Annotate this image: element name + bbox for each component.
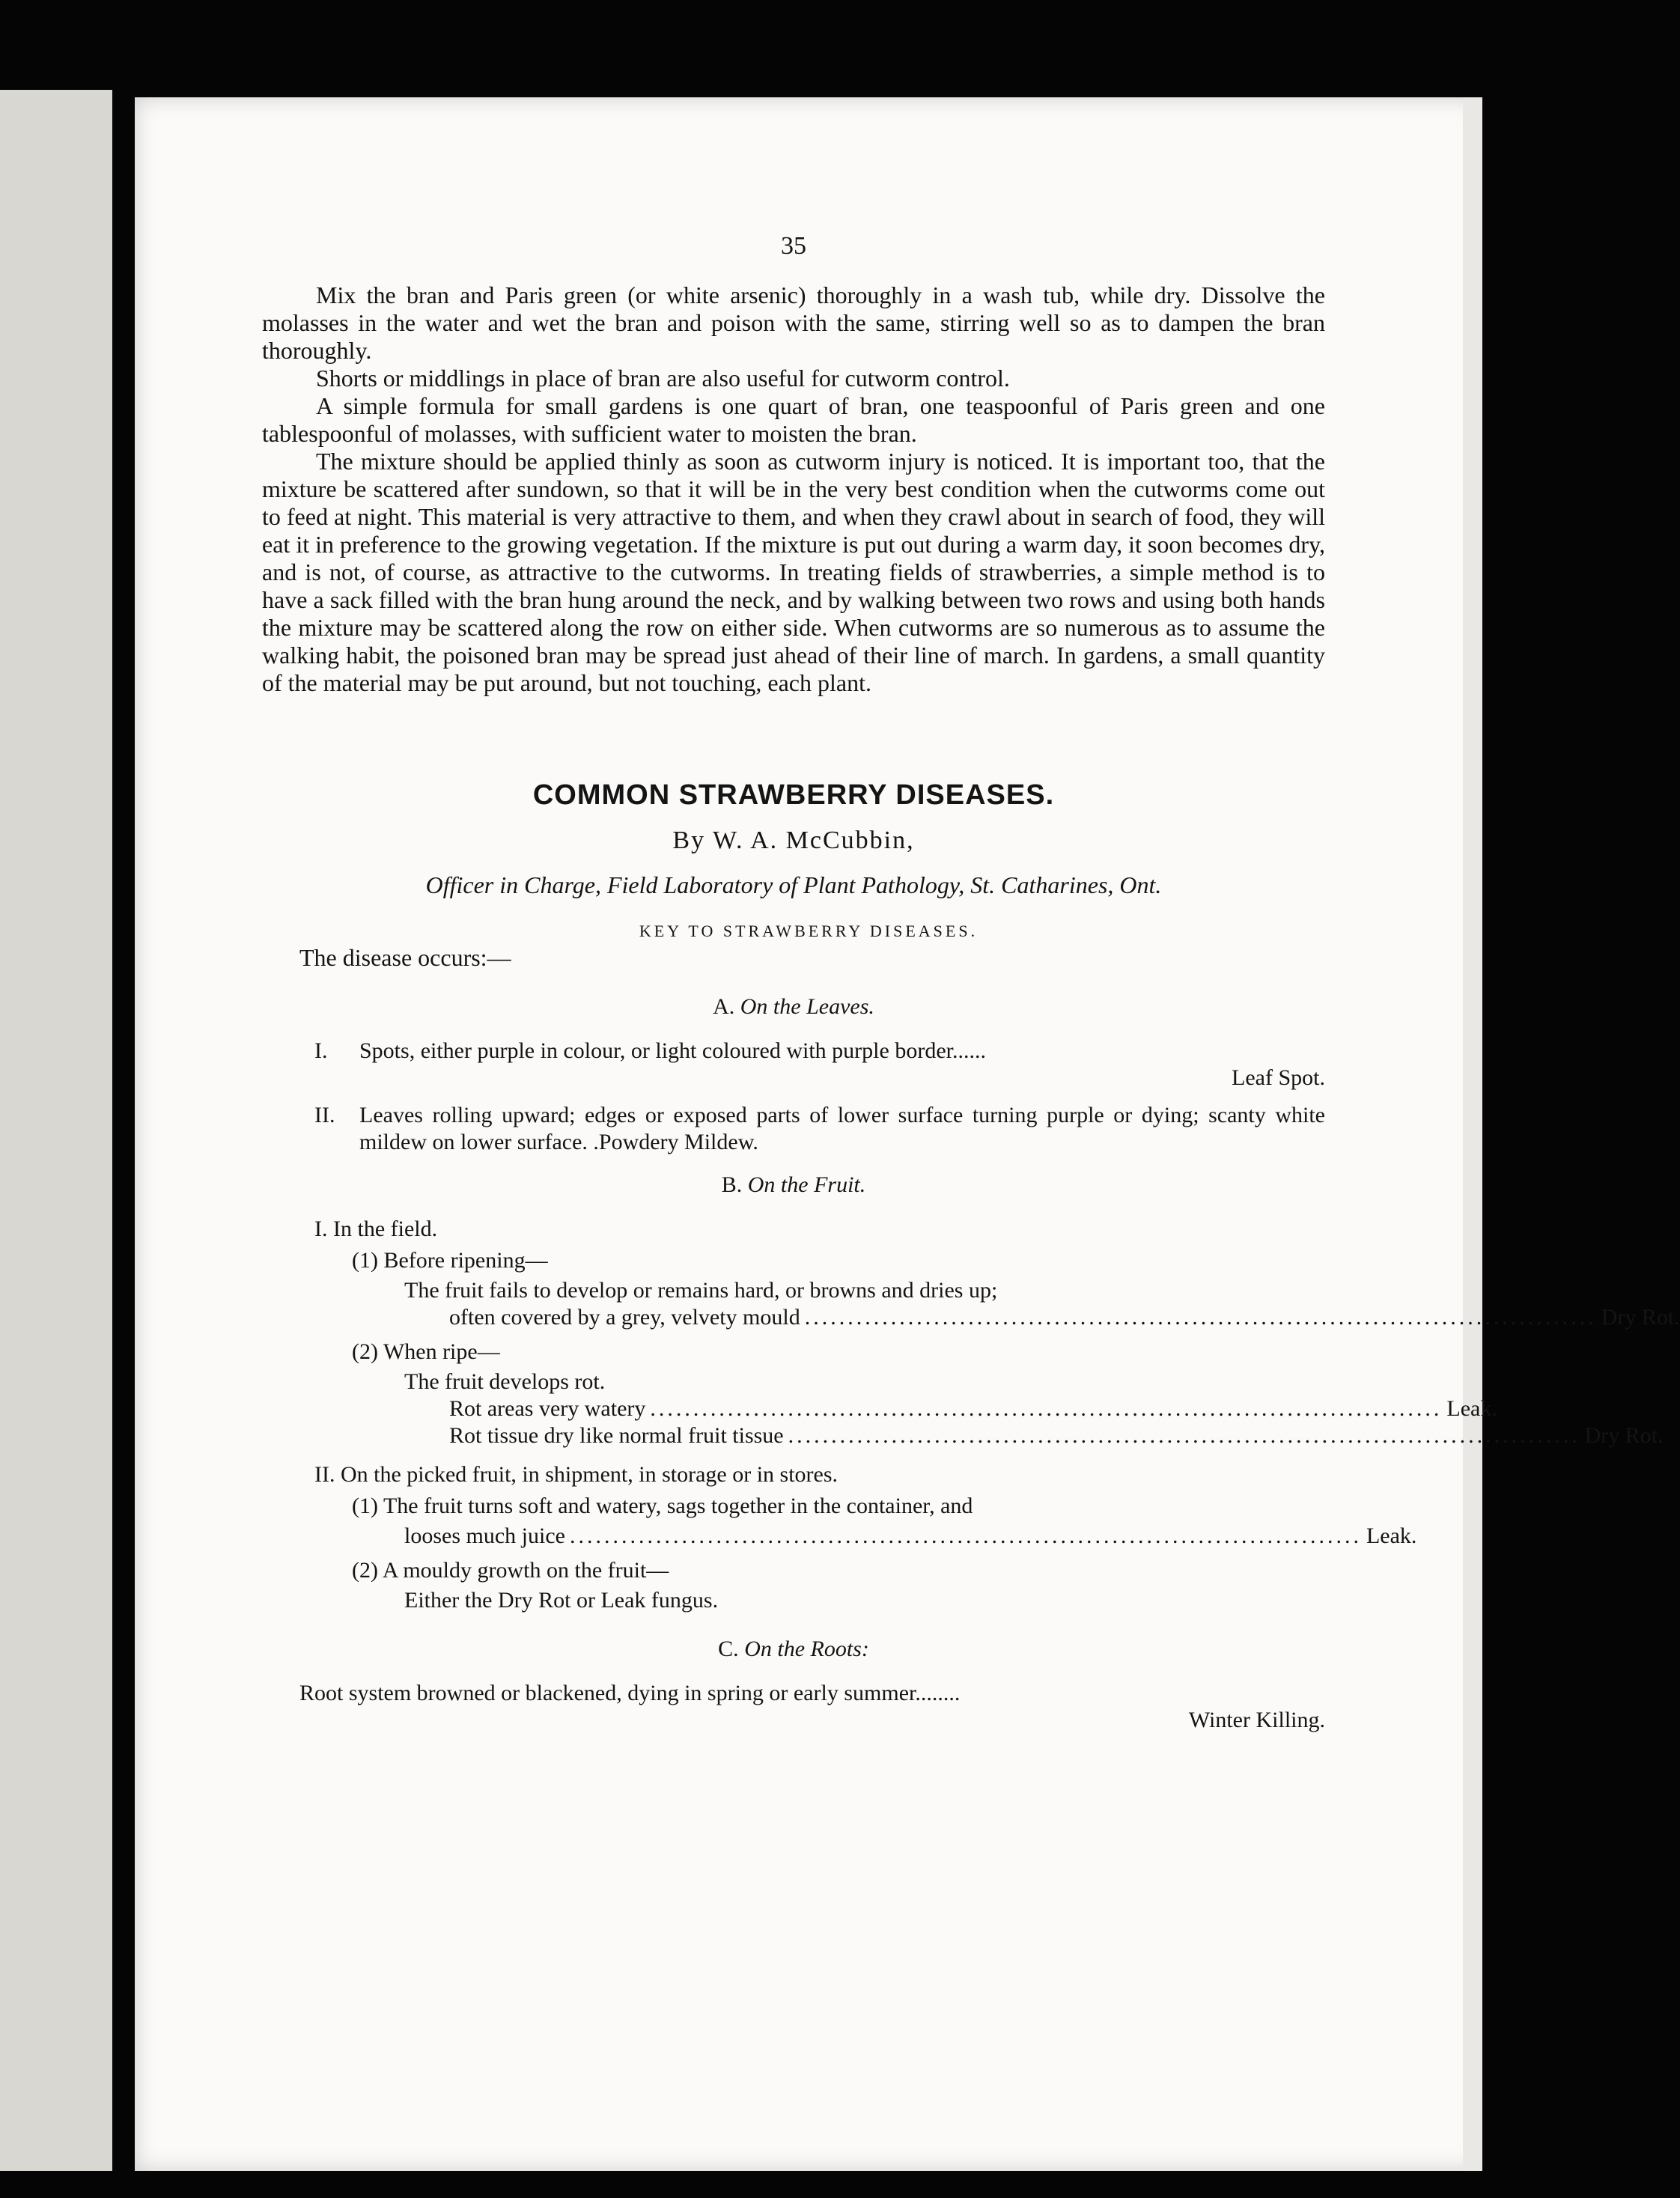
fruit-ripe-label: (2) When ripe— [352,1339,500,1364]
subsection-roots [262,1637,1325,1662]
dot-leader: ............................................................................................ [650,1396,1443,1421]
paragraph-application: The mixture should be applied thinly as soon as cutworm injury is noticed. It is important too, that the mixture be scattered after sundown, so that it will be in the very best condition when the cutworms come out to feed at night. This material is very attractive to them, and when they crawl about in search of food, they will eat it in preference to the growing vegetation. If the mixture is put out during a warm day, it soon becomes dry, and is not, of course, as attractive to the cutworms. In treating fields of strawberries, a simple method is to have a sack filled with the bran hung around the neck, and by walking between two rows and using both hands the mixture may be scattered along the row on either side. When cutworms are so numerous as to assume the walking habit, the poisoned bran may be spread just ahead of their line of march. In gardens, a small quantity of the material may be put around, but not touching, each plant. [262,448,1325,696]
roots-text: Root system browned or blackened, dying in spring or early summer........ [299,1681,961,1705]
subsection-letter: B. [721,1172,743,1197]
row-result: Leak. [1446,1396,1497,1421]
row-text: often covered by a grey, velvety mould [449,1305,800,1330]
paragraph-shorts: Shorts or middlings in place of bran are also useful for cutworm control. [316,365,1010,392]
fruit-before-label: (1) Before ripening— [352,1248,548,1273]
subsection-letter: A. [713,994,735,1019]
row-result: Dry Rot. [1584,1423,1664,1448]
fruit-mouldy-label: (2) A mouldy growth on the fruit— [352,1558,669,1583]
subsection-letter: C. [718,1637,739,1661]
subsection-title: On the Roots: [744,1637,869,1661]
row-text: Rot areas very watery [449,1396,646,1421]
row-text: Rot tissue dry like normal fruit tissue [449,1423,784,1448]
page-number: 35 [781,232,806,260]
fruit-watery-row [262,1395,1497,1422]
fruit-before-text: The fruit fails to develop or remains hard, or browns and dries up; [404,1278,998,1303]
row-result: Leak. [1366,1523,1417,1548]
fruit-dry-row [262,1422,1664,1449]
dot-leader: ............................................................................................ [569,1523,1362,1548]
paragraph-mixing: Mix the bran and Paris green (or white arsenic) thoroughly in a wash tub, while dry. Dissolve the molasses in the water and wet the bran and poison with the same, stirring well so as to dampen the bran thoroughly. [262,281,1325,364]
item-number: II. [314,1103,335,1127]
leaves-item-2 [262,1102,1325,1156]
fruit-picked-label: II. On the picked fruit, in shipment, in storage or in stores. [314,1462,839,1487]
author-byline: By W. A. McCubbin, [672,826,915,854]
subsection-title: On the Leaves. [740,994,874,1019]
section-heading: COMMON STRAWBERRY DISEASES. [532,779,1055,811]
fruit-field-label: I. In the field. [314,1217,438,1241]
row-text: looses much juice [404,1523,565,1548]
fruit-soft-text: (1) The fruit turns soft and watery, sags together in the container, and [352,1494,973,1518]
fruit-soft-row [262,1523,1417,1550]
item-text: Spots, either purple in colour, or light coloured with purple border...... [359,1038,986,1063]
leaves-item-1 [262,1038,1325,1092]
row-result: Dry Rot. [1601,1305,1680,1330]
roots-result: Winter Killing. [1188,1708,1325,1732]
subsection-leaves [262,994,1325,1020]
fruit-mouldy-text: Either the Dry Rot or Leak fungus. [404,1588,719,1613]
fruit-before-row [262,1304,1680,1331]
paragraph-formula: A simple formula for small gardens is one quart of bran, one teaspoonful of Paris green and one tablespoonful of molasses, with sufficient water to moisten the bran. [262,392,1325,447]
key-intro: The disease occurs:— [299,944,511,971]
item-text: Leaves rolling upward; edges or exposed parts of lower surface turning purple or dying; scanty white mildew on lower surface. .Powdery Mildew. [359,1103,1325,1154]
facing-page-edge [0,90,112,2171]
dot-leader: ............................................................................................ [788,1423,1580,1448]
item-number: I. [314,1038,328,1063]
item-result: Leaf Spot. [1232,1065,1325,1090]
fruit-ripe-text: The fruit develops rot. [404,1369,606,1394]
page-content [262,232,1680,1734]
key-heading: KEY TO STRAWBERRY DISEASES. [639,922,979,940]
subsection-fruit [262,1172,1325,1198]
page-edge [1463,97,1482,2171]
author-affiliation: Officer in Charge, Field Laboratory of Plant Pathology, St. Catharines, Ont. [425,871,1162,898]
subsection-title: On the Fruit. [747,1172,866,1197]
dot-leader: ............................................................................................ [804,1305,1597,1330]
document-page [135,97,1680,2171]
